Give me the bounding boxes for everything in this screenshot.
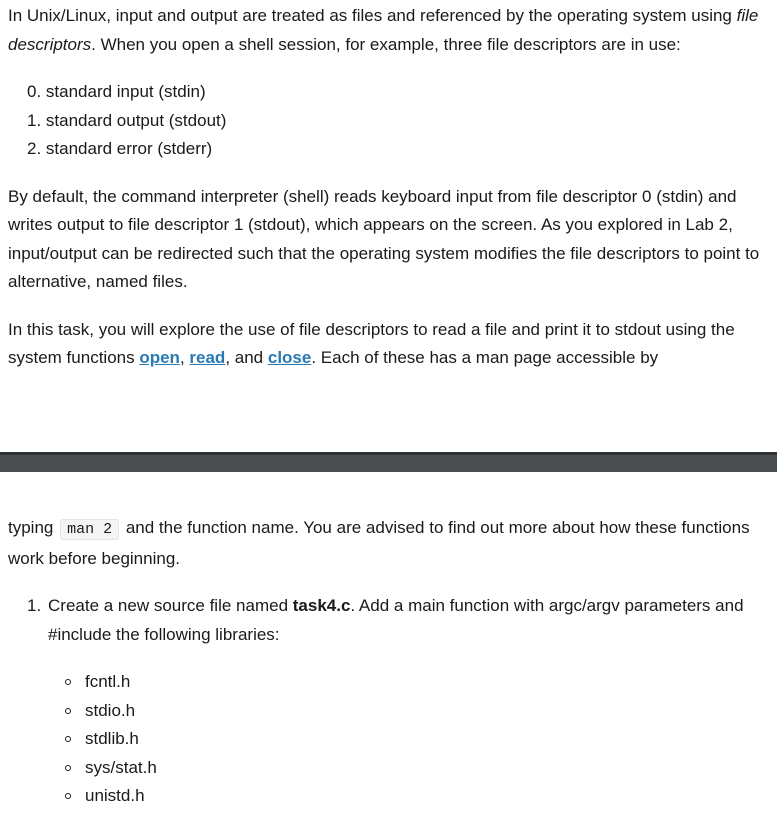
library-name: fcntl.h — [85, 672, 131, 691]
intro-emphasis: file descriptors — [8, 6, 759, 54]
library-item — [65, 754, 770, 783]
step-number: 1. — [27, 596, 42, 615]
list-item-stdin: 0. standard input (stdin) — [27, 82, 206, 101]
bullet-icon — [65, 679, 71, 685]
continuation-paragraph — [8, 514, 770, 573]
intro-text-1: In Unix/Linux, input and output are treated as files and referenced by the operating system using — [8, 6, 737, 25]
library-item — [65, 668, 770, 697]
man-command-code: man 2 — [60, 519, 119, 540]
spacer — [8, 164, 770, 183]
library-item — [65, 725, 770, 754]
read-link[interactable]: read — [189, 348, 226, 367]
step-item — [27, 592, 770, 811]
library-name: unistd.h — [85, 786, 145, 805]
step-filename: task4.c — [292, 596, 351, 615]
bullet-icon — [65, 708, 71, 714]
page-top-section — [8, 2, 770, 373]
page-separator — [0, 452, 777, 472]
continuation-text-2: and the function name. You are advised to find out more about how these functions work before beginning. — [8, 518, 750, 568]
close-link[interactable]: close — [267, 348, 312, 367]
spacer — [8, 573, 770, 592]
task-text-1: In this task, you will explore the use of file descriptors to read a file and print it to stdout using the system functions — [8, 319, 735, 367]
page-bottom-section — [8, 514, 770, 811]
bullet-icon — [65, 736, 71, 742]
continuation-text-1: typing — [8, 518, 59, 537]
library-list — [48, 668, 770, 811]
step-text-1: Create a new source file named — [48, 596, 293, 615]
library-item — [65, 782, 770, 811]
intro-paragraph — [8, 2, 770, 59]
default-behavior-paragraph: By default, the command interpreter (shell) reads keyboard input from file descriptor 0 (stdin) and writes output to file descriptor 1 (stdout), which appears on the screen. As you explored in Lab 2, input/output can be redirected such that the operating system modifies the file descriptors to point to alternative, named files. — [8, 186, 760, 291]
spacer — [8, 59, 770, 78]
task-sep-2: , and — [225, 348, 268, 367]
task-text-2: . Each of these has a man page accessible by — [311, 348, 659, 367]
bullet-icon — [65, 765, 71, 771]
spacer — [8, 297, 770, 316]
list-item-stdout: 1. standard output (stdout) — [27, 110, 227, 130]
bullet-icon — [65, 793, 71, 799]
step-text-2: . Add a main function with argc/argv parameters and #include the following libraries: — [48, 596, 744, 644]
library-item — [65, 697, 770, 726]
steps-list — [8, 592, 770, 811]
task-paragraph — [8, 316, 770, 373]
library-name: stdlib.h — [85, 729, 139, 748]
open-link[interactable]: open — [139, 348, 180, 367]
library-name: sys/stat.h — [85, 757, 157, 777]
list-item-stderr: 2. standard error (stderr) — [27, 139, 213, 158]
task-sep-1: , — [179, 348, 190, 367]
intro-text-2: . When you open a shell session, for example, three file descriptors are in use: — [91, 34, 681, 54]
file-descriptor-list — [8, 78, 770, 164]
library-name: stdio.h — [85, 700, 136, 720]
spacer — [48, 649, 770, 668]
